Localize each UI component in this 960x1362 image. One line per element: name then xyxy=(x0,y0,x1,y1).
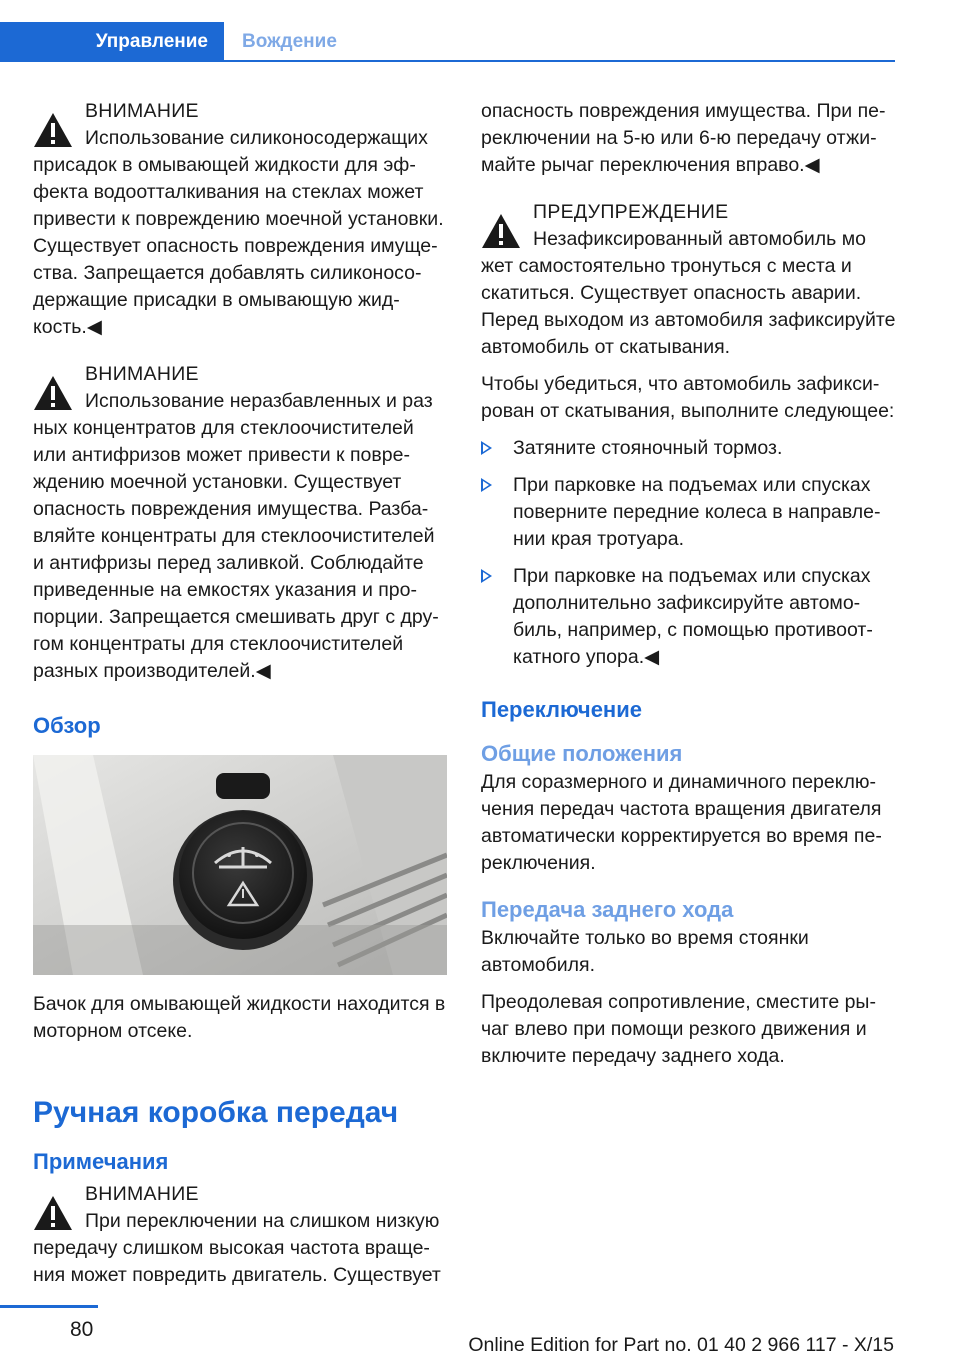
warning-text: присадок в омывающей жидкости для эффекта водоотталкивания на стеклах может привести к повреждению моечной установки. Существует опасность повреждения имущества. Запрещается добавлять силиконосодержащие присадки в омывающую жидкость.◀ xyxy=(33,154,444,338)
section-heading-overview: Обзор xyxy=(33,713,101,738)
warning-text-first-line: Использование неразбавленных и раз xyxy=(85,390,433,412)
reverse-text: Преодолевая сопротивление, сместите рычаг влево при помощи резкого движения и включите передачу заднего хода. xyxy=(481,991,876,1067)
warning-continued-text: опасность повреждения имущества. При переключении на 5-ю или 6-ю передачу отжимайте рычаг переключения вправо.◀ xyxy=(481,100,886,176)
warning-block xyxy=(481,199,897,361)
warning-title: ВНИМАНИЕ xyxy=(85,1183,199,1205)
warning-text: передачу слишком высокая частота вращения может повредить двигатель. Существует xyxy=(33,1237,441,1286)
bullet-triangle-icon xyxy=(481,569,492,583)
rollaway-intro: Чтобы убедиться, что автомобиль зафиксирован от скатывания, выполните следующее: xyxy=(481,373,895,422)
bullet-triangle-icon xyxy=(481,441,492,455)
header-rule xyxy=(224,60,895,62)
right-column xyxy=(481,98,897,1070)
washer-fluid-reservoir-photo xyxy=(33,755,447,975)
warning-text-first-line: Использование силиконосодержащих xyxy=(85,127,428,149)
warning-block xyxy=(33,1181,449,1289)
page-number: 80 xyxy=(70,1318,94,1341)
warning-triangle-icon xyxy=(481,213,521,249)
section-heading-manual-gearbox: Ручная коробка передач xyxy=(33,1096,399,1129)
list-item xyxy=(481,563,897,671)
warning-text-first-line: Незафиксированный автомобиль мо xyxy=(533,228,867,250)
list-item-text: Затяните стояночный тормоз. xyxy=(513,437,783,459)
warning-text: ных концентратов для стеклоочистителей или антифризов может привести к повреждению моечной установки. Существует опасность повреждения имущества. Разбавляйте концентраты для стеклоочистителей и антифризы перед заливкой. Соблюдайте приведенные на емкостях указания и пропорции. Запрещается смешивать друг с другом концентраты для стеклоочистителей разных производителей.◀ xyxy=(33,417,439,682)
section-heading-shifting: Переключение xyxy=(481,697,642,722)
tab-control[interactable]: Управление xyxy=(0,22,224,62)
warning-text: жет самостоятельно тронуться с места и скатиться. Существует опасность аварии. Перед выходом из автомобиля зафиксируйте автомобиль от скатывания. xyxy=(481,255,896,358)
chapter-tabs xyxy=(0,22,895,62)
warning-text-first-line: При переключении на слишком низкую xyxy=(85,1210,440,1232)
list-item-text: При парковке на подъемах или спусках дополнительно зафиксируйте автомобиль, например, с помощью противооткатного упора.◀ xyxy=(513,565,873,668)
subsection-heading-notes: Примечания xyxy=(33,1149,169,1174)
subsection-heading-reverse: Передача заднего хода xyxy=(481,897,734,922)
warning-block xyxy=(33,98,449,341)
warning-title: ПРЕДУПРЕЖДЕНИЕ xyxy=(533,201,729,223)
bullet-triangle-icon xyxy=(481,478,492,492)
tab-driving[interactable]: Вождение xyxy=(242,31,337,52)
warning-block xyxy=(33,361,449,685)
warning-triangle-icon xyxy=(33,112,73,148)
edition-footer: Online Edition for Part no. 01 40 2 966 117 - X/15 xyxy=(468,1334,894,1356)
general-text: Для соразмерного и динамичного переключения передач частота вращения двигателя автоматически корректируется во время переключения. xyxy=(481,771,882,874)
reverse-text: Включайте только во время стоянки автомобиля. xyxy=(481,927,809,976)
photo-caption: Бачок для омывающей жидкости находится в моторном отсеке. xyxy=(33,993,446,1042)
subsection-heading-general: Общие положения xyxy=(481,741,683,766)
footer-rule xyxy=(0,1305,98,1308)
list-item xyxy=(481,472,897,553)
list-item-text: При парковке на подъемах или спусках поверните передние колеса в направлении края тротуара. xyxy=(513,474,881,550)
engine-bay-illustration xyxy=(33,755,447,975)
warning-triangle-icon xyxy=(33,1195,73,1231)
warning-title: ВНИМАНИЕ xyxy=(85,363,199,385)
left-column xyxy=(33,98,449,1289)
list-item xyxy=(481,435,897,462)
warning-triangle-icon xyxy=(33,375,73,411)
warning-title: ВНИМАНИЕ xyxy=(85,100,199,122)
